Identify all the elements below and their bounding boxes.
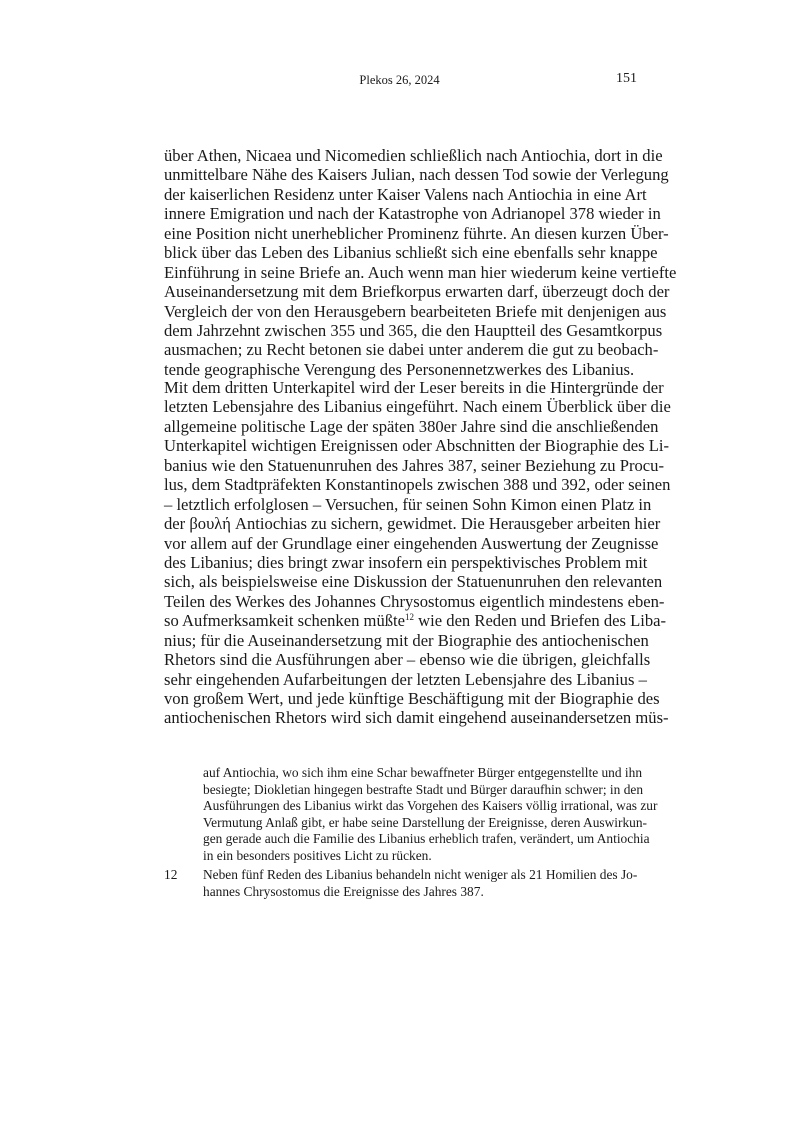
text-segment: wie den Reden und Briefen des Liba- (414, 611, 667, 631)
footnote-12 (203, 867, 636, 900)
text-line: Unterkapitel wichtigen Ereignissen oder Abschnitten der Biographie des Li- (164, 436, 670, 456)
text-line: antiochenischen Rhetors wird sich damit eingehend auseinandersetzen müs- (164, 708, 669, 728)
footnote-ref-12[interactable]: 12 (405, 612, 415, 623)
text-line: lus, dem Stadtpräfekten Konstantinopels zwischen 388 und 392, oder seinen (164, 475, 671, 495)
text-line: Vergleich der von den Herausgebern bearbeiteten Briefe mit denjenigen aus (164, 301, 667, 321)
footnote-line: gen gerade auch die Familie des Libanius erheblich trafen, verändert, um Antiochia (203, 831, 650, 847)
footnote-line: Vermutung Anlaß gibt, er habe seine Darstellung der Ereignisse, deren Auswirkun- (203, 814, 648, 830)
text-line: Einführung in seine Briefe an. Auch wenn man hier wiederum keine vertiefte (164, 262, 677, 282)
text-line: sehr eingehenden Aufarbeitungen der letzten Lebensjahre des Libanius – (164, 669, 647, 689)
footnote-line: besiegte; Diokletian hingegen bestrafte Stadt und Bürger daraufhin schwer; in den (203, 781, 644, 797)
text-line: tende geographische Verengung des Personennetzwerkes des Libanius. (164, 359, 635, 379)
text-line: dem Jahrzehnt zwischen 355 und 365, die den Hauptteil des Gesamtkorpus (164, 320, 663, 340)
footnote-number: 12 (164, 867, 178, 882)
text-line: von großem Wert, und jede künftige Beschäftigung mit der Biographie des (164, 689, 660, 708)
text-line: – letztlich erfolglosen – Versuchen, für seinen Sohn Kimon einen Platz in (164, 494, 652, 514)
footnote-continued (203, 765, 658, 865)
footnote-line: auf Antiochia, wo sich ihm eine Schar bewaffneter Bürger entgegenstellte und ihn (203, 765, 643, 780)
footnote-line: Ausführungen des Libanius wirkt das Vorgehen des Kaisers völlig irrational, was zur (203, 798, 658, 814)
paragraph-1 (164, 146, 677, 379)
text-line: der βουλή Antiochias zu sichern, gewidmet. Die Herausgeber arbeiten hier (164, 514, 661, 534)
text-line: über Athen, Nicaea und Nicomedien schließlich nach Antiochia, dort in die (164, 146, 663, 165)
running-header: Plekos 26, 2024 (359, 73, 440, 87)
text-line: letzten Lebensjahre des Libanius eingeführt. Nach einem Überblick über die (164, 397, 671, 417)
footnote-line: Neben fünf Reden des Libanius behandeln nicht weniger als 21 Homilien des Jo- (203, 867, 638, 882)
text-line: innere Emigration und nach der Katastrophe von Adrianopel 378 wieder in (164, 204, 661, 224)
text-line: eine Position nicht unerheblicher Prominenz führte. An diesen kurzen Über- (164, 223, 669, 243)
paragraph-2 (164, 378, 671, 728)
text-line: des Libanius; dies bringt zwar insofern ein perspektivisches Problem mit (164, 552, 648, 572)
footnote-line: in ein besonders positives Licht zu rücken. (203, 847, 432, 863)
text-line: nius; für die Auseinandersetzung mit der Biographie des antiochenischen (164, 630, 649, 650)
text-line: der kaiserlichen Residenz unter Kaiser Valens nach Antiochia in eine Art (164, 184, 647, 204)
text-line: Teilen des Werkes des Johannes Chrysostomus eigentlich mindestens eben- (164, 591, 665, 611)
text-segment: so Aufmerksamkeit schenken müßte (164, 611, 406, 631)
text-line (164, 611, 667, 631)
text-line: Rhetors sind die Ausführungen aber – ebenso wie die übrigen, gleichfalls (164, 650, 651, 670)
text-line: ausmachen; zu Recht betonen sie dabei unter anderem die gut zu beobach- (164, 340, 659, 360)
text-line: blick über das Leben des Libanius schließt sich eine ebenfalls sehr knappe (164, 243, 658, 263)
text-line: vor allem auf der Grundlage einer eingehenden Auswertung der Zeugnisse (164, 533, 659, 553)
text-line: sich, als beispielsweise eine Diskussion der Statuenunruhen den relevanten (164, 572, 663, 592)
footnote-line: hannes Chrysostomus die Ereignisse des Jahres 387. (203, 883, 484, 899)
text-line: Auseinandersetzung mit dem Briefkorpus erwarten darf, überzeugt doch der (164, 282, 670, 302)
text-line: unmittelbare Nähe des Kaisers Julian, nach dessen Tod sowie der Verlegung (164, 165, 669, 185)
text-line: banius wie den Statuenunruhen des Jahres 387, seiner Beziehung zu Procu- (164, 455, 664, 475)
page-number: 151 (616, 71, 637, 86)
text-line: allgemeine politische Lage der späten 380er Jahre sind die anschließenden (164, 416, 659, 436)
text-line: Mit dem dritten Unterkapitel wird der Leser bereits in die Hintergründe der (164, 378, 664, 397)
